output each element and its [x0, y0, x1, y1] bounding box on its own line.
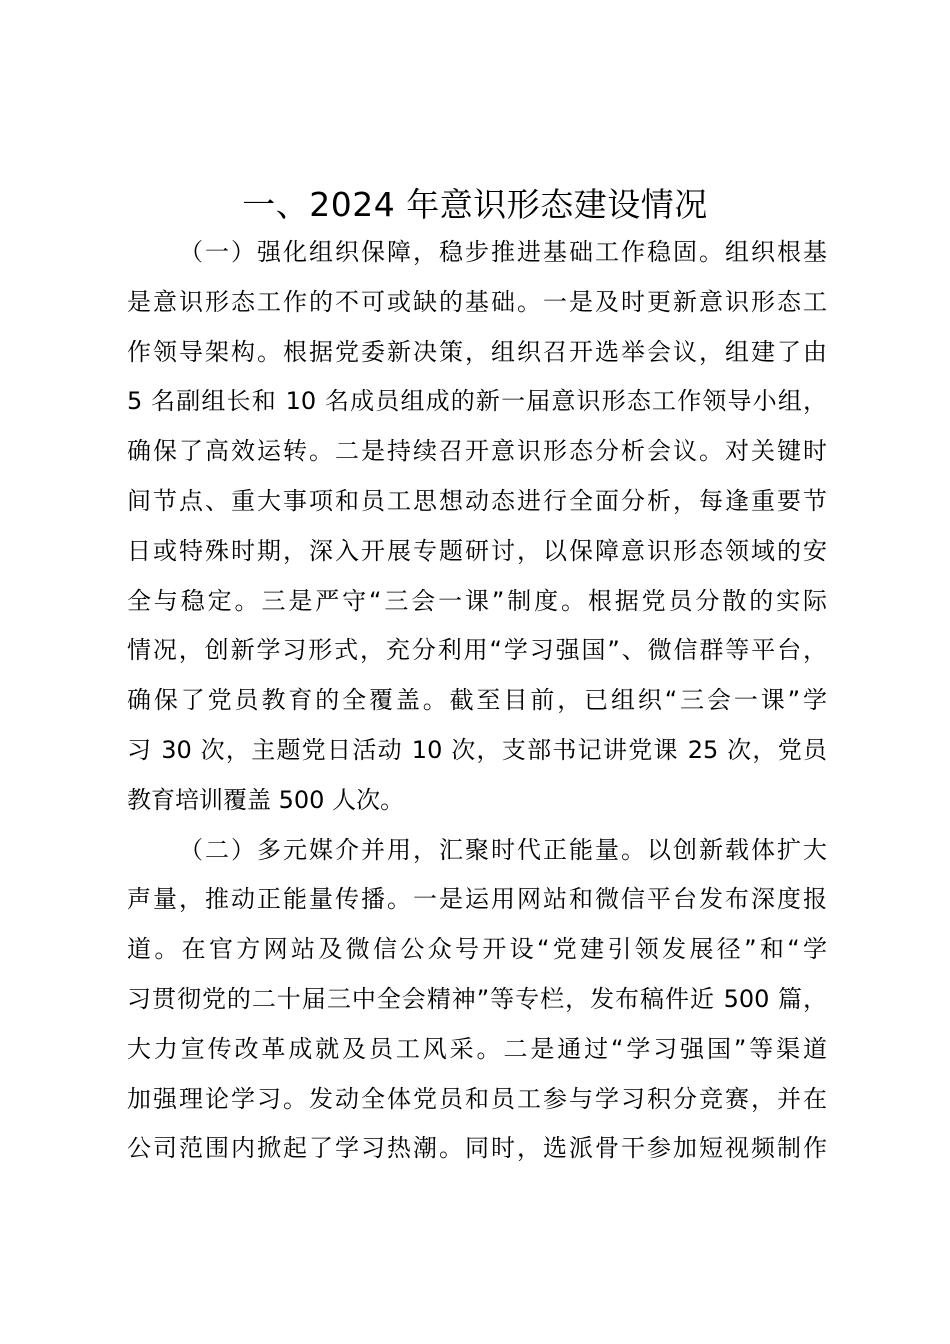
- text-line: 情况，创新学习形式，充分利用“学习强国”、微信群等平台，: [127, 636, 827, 665]
- paragraph-organization: [127, 228, 827, 826]
- text-line: 习 30 次，主题党日活动 10 次，支部书记讲党课 25 次，党员: [127, 735, 827, 764]
- text-line: 间节点、重大事项和员工思想动态进行全面分析，每逢重要节: [127, 486, 827, 515]
- text-line: 全与稳定。三是严守“三会一课”制度。根据党员分散的实际: [127, 586, 827, 615]
- text-line: 作领导架构。根据党委新决策，组织召开选举会议，组建了由: [127, 337, 827, 366]
- text-line: 大力宣传改革成就及员工风采。二是通过“学习强国”等渠道: [127, 1034, 827, 1063]
- text-line: 道。在官方网站及微信公众号开设“党建引领发展径”和“学: [127, 935, 827, 964]
- text-line: 是意识形态工作的不可或缺的基础。一是及时更新意识形态工: [127, 287, 827, 316]
- text-line: 公司范围内掀起了学习热潮。同时，选派骨干参加短视频制作: [127, 1134, 827, 1163]
- paragraph-media: [127, 826, 827, 1175]
- text-line: （二）多元媒介并用，汇聚时代正能量。以创新载体扩大: [179, 835, 827, 864]
- text-line: （一）强化组织保障，稳步推进基础工作稳固。组织根基: [179, 238, 827, 266]
- text-line: 日或特殊时期，深入开展专题研讨，以保障意识形态领域的安: [127, 536, 827, 565]
- text-line: 声量，推动正能量传播。一是运用网站和微信平台发布深度报: [127, 885, 827, 914]
- text-line: 5 名副组长和 10 名成员组成的新一届意识形态工作领导小组，: [127, 387, 827, 416]
- text-line: 教育培训覆盖 500 人次。: [127, 785, 405, 814]
- text-line: 加强理论学习。发动全体党员和员工参与学习积分竞赛，并在: [127, 1084, 827, 1113]
- text-line: 确保了高效运转。二是持续召开意识形态分析会议。对关键时: [127, 437, 827, 466]
- document-body: [127, 228, 827, 1174]
- section-title: 一、2024 年意识形态建设情况: [242, 185, 708, 224]
- text-line: 确保了党员教育的全覆盖。截至目前，已组织“三会一课”学: [127, 686, 827, 715]
- text-line: 习贯彻党的二十届三中全会精神”等专栏，发布稿件近 500 篇，: [127, 984, 827, 1013]
